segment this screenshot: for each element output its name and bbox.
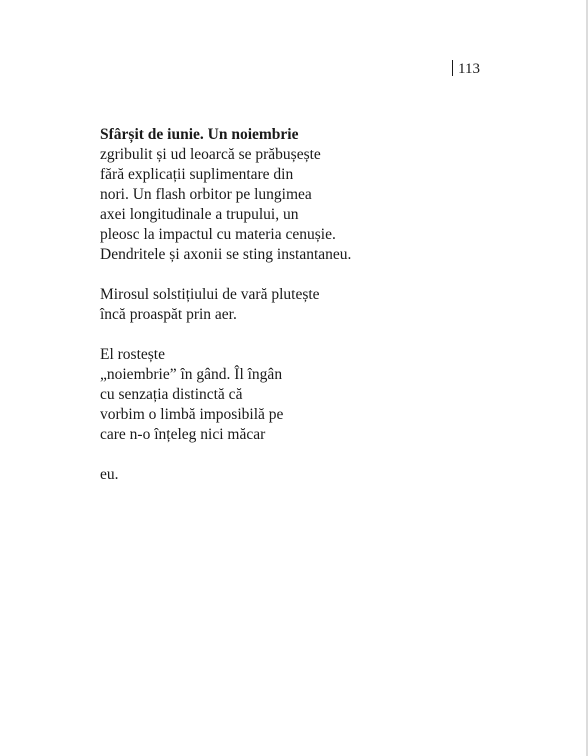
poem-line: încă proaspăt prin aer. (100, 306, 237, 323)
poem-body (100, 125, 420, 505)
poem-line: „noiembrie” în gând. Îl îngân (100, 366, 283, 383)
poem-line: care n-o înțeleg nici măcar (100, 426, 266, 443)
poem-line: eu. (100, 466, 119, 483)
stanza (100, 345, 420, 445)
stanza (100, 465, 420, 485)
poem-line: vorbim o limbă imposibilă pe (100, 406, 284, 423)
page-number: 113 (458, 61, 480, 77)
page-number-header (452, 59, 480, 79)
poem-line: Mirosul solstițiului de vară plutește (100, 286, 320, 303)
poem-line: pleosc la impactul cu materia cenușie. (100, 226, 336, 243)
poem-line: cu senzația distinctă că (100, 386, 243, 403)
poem-line: nori. Un flash orbitor pe lungimea (100, 186, 312, 203)
poem-line: zgribulit și ud leoarcă se prăbușește (100, 146, 321, 163)
poem-line: El rostește (100, 346, 165, 363)
poem-line: Dendritele și axonii se sting instantaneu. (100, 246, 352, 263)
page-number-separator (452, 60, 453, 76)
poem-line: fără explicații suplimentare din (100, 166, 294, 183)
poem-title-line: Sfârșit de iunie. Un noiembrie (100, 126, 299, 143)
stanza (100, 125, 420, 265)
stanza (100, 285, 420, 325)
poem-line: axei longitudinale a trupului, un (100, 206, 299, 223)
